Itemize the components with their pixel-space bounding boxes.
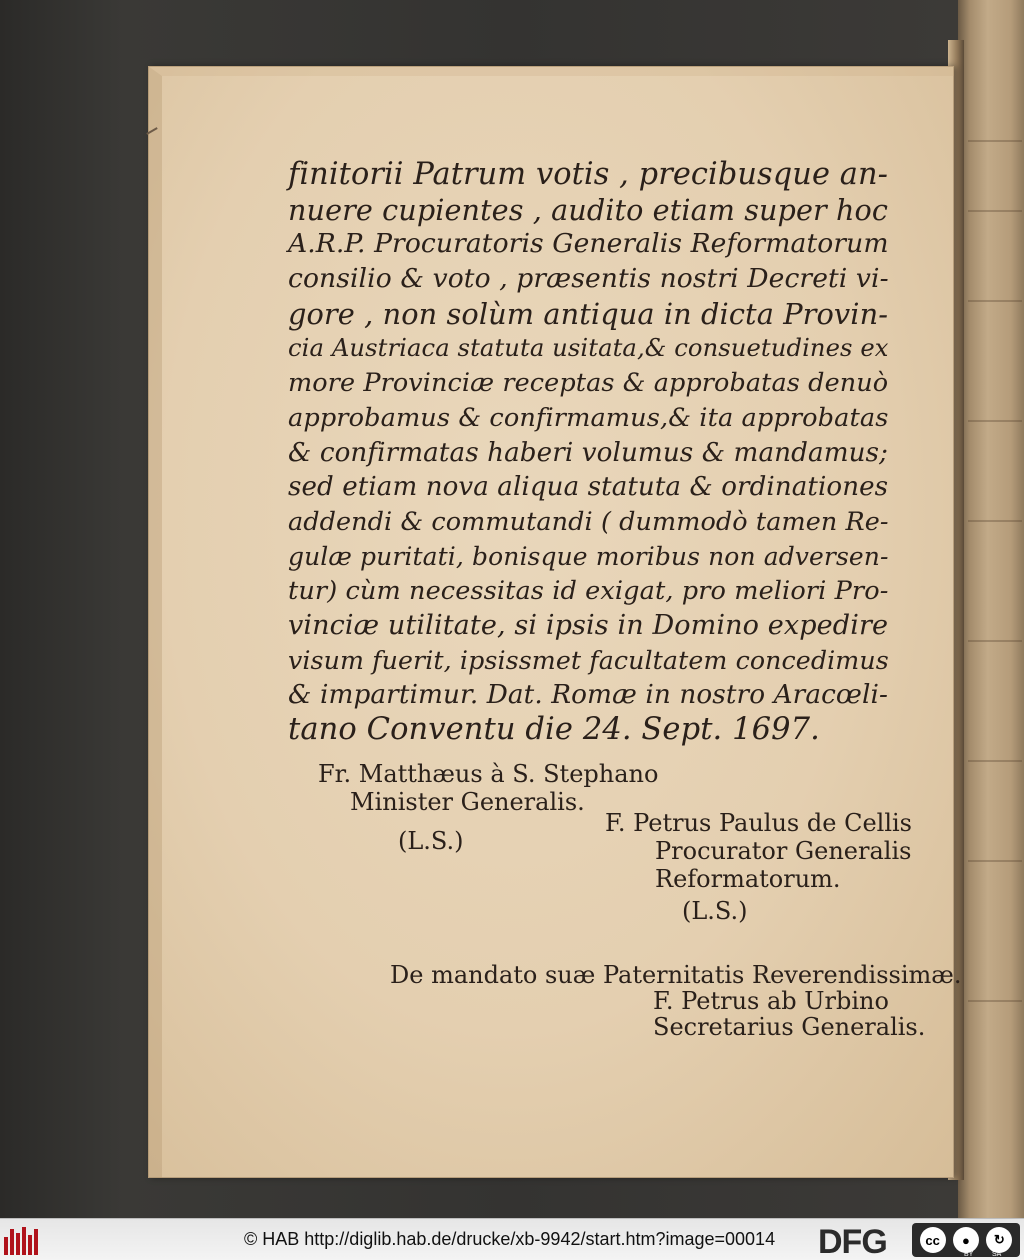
adjacent-page-edge [958, 0, 1024, 1218]
by-label: BY [964, 1251, 974, 1258]
hab-logo-icon[interactable] [4, 1225, 40, 1255]
procurator-order: Reformatorum. [655, 865, 841, 893]
hab-logo-bar [28, 1235, 32, 1255]
text-line: vinciæ utilitate, si ipsis in Domino expedire [288, 609, 889, 641]
procurator-seal: (L.S.) [682, 897, 748, 925]
secretary-title: Secretarius Generalis. [653, 1013, 926, 1041]
ghost-text-line [968, 860, 1022, 862]
text-line: cia Austriaca statuta usitata,& consuetudines ex [288, 334, 889, 363]
text-line: tano Conventu die 24. Sept. 1697. [288, 712, 820, 747]
pencil-mark [146, 127, 157, 135]
decree-text [288, 158, 888, 748]
minister-title: Minister Generalis. [350, 788, 585, 816]
copyright-link[interactable]: © HAB http://diglib.hab.de/drucke/xb-9942/start.htm?image=00014 [244, 1229, 776, 1249]
text-line: & confirmatas haberi volumus & mandamus; [288, 437, 889, 468]
text-line: addendi & commutandi ( dummodò tamen Re- [288, 506, 889, 537]
ghost-text-line [968, 640, 1022, 642]
cc-icon: cc [920, 1227, 946, 1253]
text-line: more Provinciæ receptas & approbatas denuò [288, 368, 889, 399]
text-line: nuere cupientes , audito etiam super hoc [288, 192, 888, 227]
cc-license-badge[interactable] [912, 1223, 1020, 1257]
ghost-text-line [968, 1000, 1022, 1002]
minister-name: Fr. Matthæus à S. Stephano [318, 760, 659, 788]
ghost-text-line [968, 760, 1022, 762]
ghost-text-line [968, 300, 1022, 302]
text-line: tur) cùm necessitas id exigat, pro meliori Pro- [288, 576, 889, 607]
text-line: visum fuerit, ipsissmet facultatem concedimus [288, 645, 889, 675]
procurator-title: Procurator Generalis [655, 837, 912, 865]
text-line: consilio & voto , præsentis nostri Decreti vi- [288, 263, 889, 295]
dfg-logo[interactable]: DFG [818, 1223, 887, 1260]
sa-label: SA [992, 1251, 1002, 1258]
attribution-icon: ● [953, 1227, 979, 1253]
minister-seal: (L.S.) [398, 827, 464, 855]
ghost-text-line [968, 520, 1022, 522]
hab-logo-bar [16, 1233, 20, 1255]
procurator-name: F. Petrus Paulus de Cellis [605, 809, 912, 837]
share-alike-icon: ↻ [986, 1227, 1012, 1253]
ghost-text-line [968, 140, 1022, 142]
hab-logo-bar [10, 1229, 14, 1255]
ghost-text-line [968, 420, 1022, 422]
text-line: approbamus & confirmamus,& ita approbatas [288, 402, 889, 433]
secretary-name: F. Petrus ab Urbino [653, 987, 889, 1015]
text-line: sed etiam nova aliqua statuta & ordinationes [288, 472, 889, 503]
text-line: finitorii Patrum votis , precibusque an- [288, 157, 889, 192]
ghost-text-line [968, 210, 1022, 212]
hab-logo-bar [4, 1237, 8, 1255]
text-line: gulæ puritati, bonisque moribus non adversen- [288, 541, 889, 571]
book-page [148, 66, 962, 1178]
text-line: gore , non solùm antiqua in dicta Provin- [288, 296, 889, 331]
hab-logo-bar [34, 1229, 38, 1255]
text-line: & impartimur. Dat. Romæ in nostro Aracœli- [288, 680, 888, 711]
hab-logo-bar [22, 1227, 26, 1255]
viewer-footer [0, 1218, 1024, 1260]
text-line: A.R.P. Procuratoris Generalis Reformatorum [288, 228, 889, 260]
mandate-line: De mandato suæ Paternitatis Reverendissimæ. [390, 961, 962, 989]
